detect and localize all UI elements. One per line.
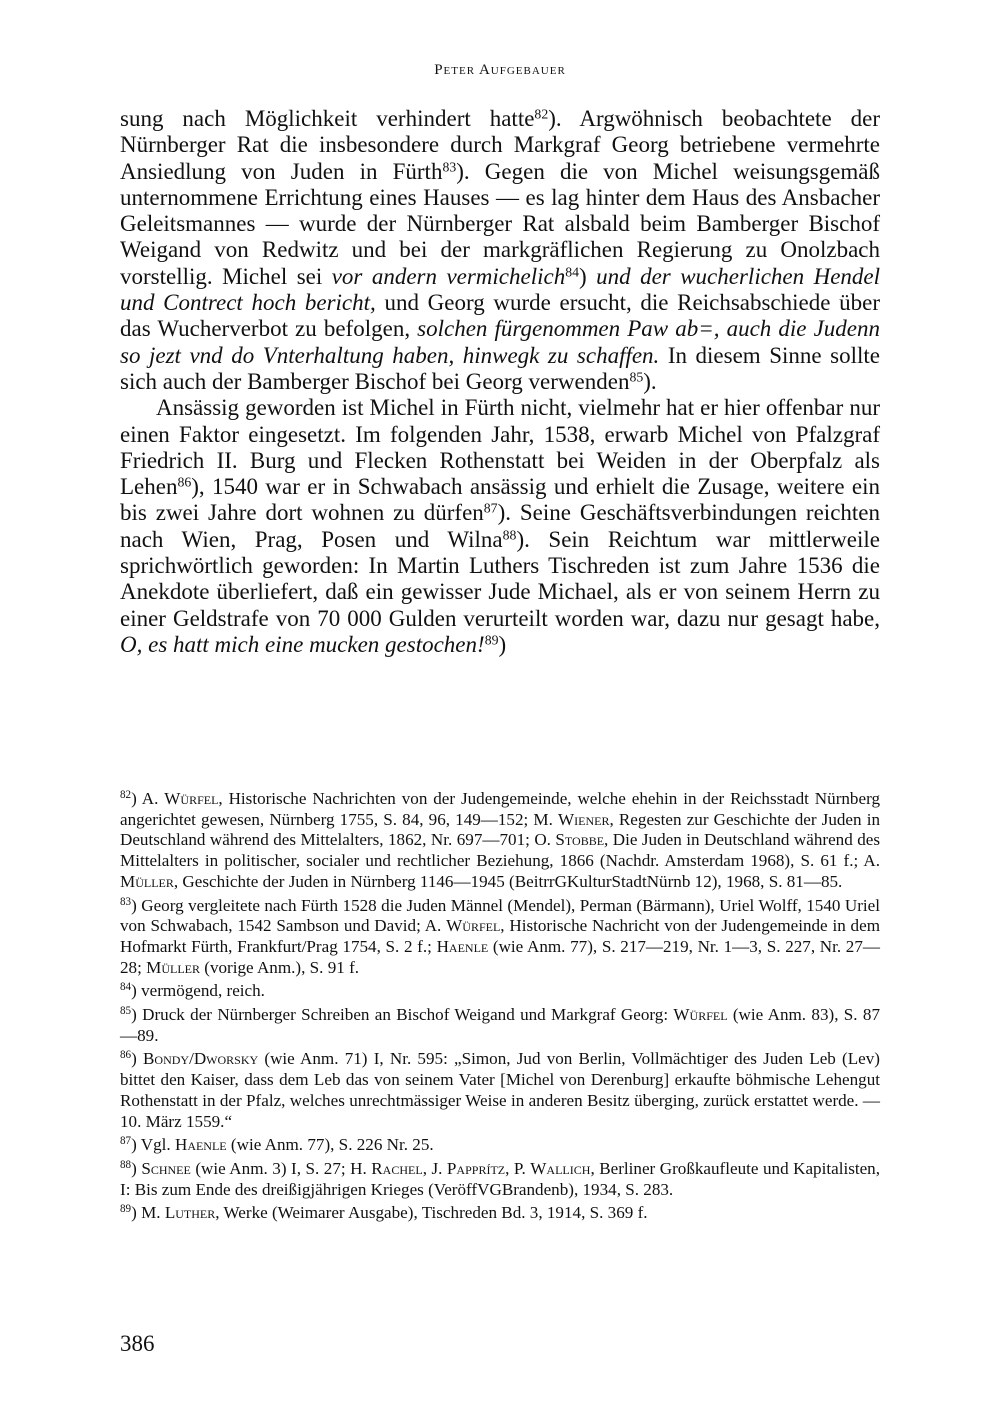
text-run: ). Gegen die von Michel weisungsgemäß unternommene Errichtung eines Hauses — es lag hinter dem Haus des Ansbacher Geleitsmannes — wurde der Nürnberger Rat alsbald beim Bamberger Bischof Weigand von Redwitz und bei der markgräflichen Regierung zu Onolzbach vorstellig. Michel sei [120, 158, 880, 289]
text-run: In diesem Sinne sollte sich auch der Bamberger Bischof bei Georg verwenden [120, 342, 880, 394]
author-name: Müller [146, 957, 200, 977]
footnote-marker: 89 [484, 632, 499, 648]
text-run: ). Argwöhnisch beobachtete der Nürnberger Rat die insbesondere durch Markgraf Georg betriebene vermehrte Ansiedlung von Juden in Fürth [120, 106, 880, 184]
author-name: Haenle [436, 936, 489, 956]
footnote-marker: 86 [177, 474, 192, 490]
text-run: ). Seine Geschäftsverbindungen reichten nach Wien, Prag, Posen und Wilna [120, 500, 880, 552]
text-run: (vorige Anm.), S. 91 f. [199, 957, 360, 977]
footnote-83 [120, 896, 880, 979]
footnote-marker: 83 [120, 895, 132, 908]
text-run: , Regesten zur Geschichte der Juden in Deutschland während des Mittelalters, 1862, Nr. 697—701; O. [120, 809, 880, 850]
text-run: ) A. [131, 789, 165, 808]
footnote-marker: 86 [120, 1049, 132, 1062]
author-name: Würfel [164, 789, 219, 808]
author-name: Müller [120, 871, 174, 891]
author-name: Rachel [371, 1158, 423, 1178]
text-run: , Historische Nachrichten von der Judengemeinde, welche ehehin in der Reichsstadt Nürnberg angerichtet gewesen, Nürnberg 1755, S. 84, 96, 149—152; M. [120, 789, 880, 829]
main-text [120, 106, 880, 658]
footnote-85 [120, 1005, 880, 1046]
text-run: Ansässig geworden ist Michel in Fürth nicht, vielmehr hat er hier offenbar nur einen Faktor eingesetzt. Im folgenden Jahr, 1538, erwarb Michel von Pfalzgraf Friedrich II. Burg und Flecken Rothenstatt bei Weiden in der Oberpfalz als Lehen [120, 395, 880, 500]
body-paragraph-1 [120, 106, 880, 395]
italic-quote: vor andern vermichelich [331, 263, 566, 289]
footnote-marker: 84 [565, 264, 580, 280]
text-run: ) [131, 1049, 144, 1069]
running-header: Peter Aufgebauer [434, 62, 566, 78]
text-run: , Werke (Weimarer Ausgabe), Tischreden Bd. 3, 1914, S. 369 f. [215, 1203, 648, 1223]
footnote-88 [120, 1159, 880, 1200]
text-run: ) [498, 631, 507, 657]
text-run: (wie Anm. 71) I, Nr. 595: „Simon, Jud von Berlin, Vollmächtiger des Juden Leb (Lev) bittet den Kaiser, dass dem Leb das von seinem Vater [Michel von Derenburg] erkaufte böhmische Lehengut Rothenstatt in der Pfalz, welches unrechtmässiger Weise in anderen Besitz überging, zurück erstattet werde. — 10. März 1559.“ [120, 1049, 880, 1131]
footnotes [120, 789, 880, 1227]
footnote-marker: 85 [120, 1004, 132, 1017]
footnote-marker: 84 [120, 981, 132, 994]
author-name: Stobbe [555, 830, 605, 850]
footnote-84 [120, 981, 880, 1002]
footnote-marker: 82 [534, 106, 549, 122]
footnote-marker: 88 [502, 527, 517, 543]
footnote-marker: 82 [120, 788, 132, 801]
footnote-87 [120, 1135, 880, 1156]
author-name: Bondy/Dworsky [143, 1049, 259, 1069]
text-run: , Die Juden in Deutschland während des Mittelalters in politischer, socialer und rechtlicher Beziehung, 1866 (Nachdr. Amsterdam 1968), S. 61 f.; A. [120, 830, 880, 871]
text-run: ) Vgl. [131, 1135, 175, 1155]
author-name: Würfel [446, 916, 501, 936]
footnote-82 [120, 789, 880, 893]
text-run: ) Georg vergleitete nach Fürth 1528 die Juden Männel (Mendel), Perman (Bärmann), Uriel Wolff, 1540 Uriel von Schwabach, 1542 Sambson und David; A. [120, 895, 880, 936]
footnote-marker: 89 [120, 1203, 132, 1216]
footnote-marker: 88 [120, 1158, 132, 1171]
italic-quote: solchen fürgenommen Paw ab=, auch die Judenn so jezt vnd do Vnterhaltung haben, hinwegk zu schaffen. [120, 316, 880, 368]
italic-quote: und der wucherlichen Hendel und Contrect hoch bericht, [120, 263, 880, 316]
text-run: (wie Anm. 77), S. 226 Nr. 25. [226, 1135, 434, 1155]
footnote-marker: 85 [629, 369, 644, 385]
text-run: ). Sein Reichtum war mittlerweile sprichwörtlich geworden: In Martin Luthers Tischreden ist zum Jahre 1536 die Anekdote überliefert, daß ein gewisser Jude Michael, als er von seinem Herrn zu einer Geldstrafe von 70 000 Gulden verurteilt worden war, dazu nur gesagt habe, [120, 526, 880, 631]
footnote-marker: 87 [483, 500, 498, 516]
text-run: ) vermögend, reich. [131, 981, 265, 1001]
author-name: Luther [164, 1203, 216, 1223]
text-run: , Geschichte der Juden in Nürnberg 1146—1945 (BeitrrGKulturStadtNürnb 12), 1968, S. 81—85. [173, 871, 843, 891]
text-run: ), 1540 war er in Schwabach ansässig und erhielt die Zusage, weitere ein bis zwei Jahre dort wohnen zu dürfen [120, 474, 880, 526]
text-run: ). [643, 368, 657, 394]
text-run: sung nach Möglichkeit verhindert hatte [120, 106, 535, 131]
footnote-89 [120, 1203, 880, 1224]
author-name: Wiener [558, 809, 610, 829]
footnote-86 [120, 1049, 880, 1132]
body-paragraph-2 [120, 395, 880, 658]
author-name: Haenle [174, 1135, 227, 1155]
text-run: , Berliner Großkaufleute und Kapitalisten, I: Bis zum Ende des dreißigjährigen Krieges (VeröffVGBrandenb), 1934, S. 283. [120, 1158, 881, 1199]
page-number: 386 [120, 1331, 155, 1356]
text-run: , J. [422, 1158, 447, 1178]
text-run: (wie Anm. 3) I, S. 27; H. [190, 1158, 372, 1178]
text-run: und Georg wurde ersucht, die Reichsabschiede über das Wucherverbot zu befolgen, [120, 290, 880, 342]
text-run: ) [131, 1158, 142, 1178]
text-run: (wie Anm. 77), S. 217—219, Nr. 1—3, S. 227, Nr. 27—28; [120, 936, 880, 977]
author-name: Wallich [530, 1158, 591, 1178]
author-name: Schnee [141, 1158, 191, 1178]
italic-quote: O, es hatt mich eine mucken gestochen! [120, 631, 485, 657]
text-run: ) Druck der Nürnberger Schreiben an Bischof Weigand und Markgraf Georg: [131, 1005, 674, 1025]
footnote-marker: 87 [120, 1135, 132, 1148]
text-run: , P. [505, 1158, 531, 1178]
text-run: ) M. [131, 1203, 165, 1223]
author-name: Würfel [673, 1005, 728, 1025]
footnote-marker: 83 [442, 159, 457, 175]
text-run: ) [579, 263, 597, 289]
text-run: , Historische Nachricht von der Judengemeinde in dem Hofmarkt Fürth, Frankfurt/Prag 1754, S. 2 f.; [120, 916, 880, 956]
author-name: Papprítz [446, 1158, 506, 1178]
text-run: (wie Anm. 83), S. 87—89. [120, 1005, 880, 1045]
